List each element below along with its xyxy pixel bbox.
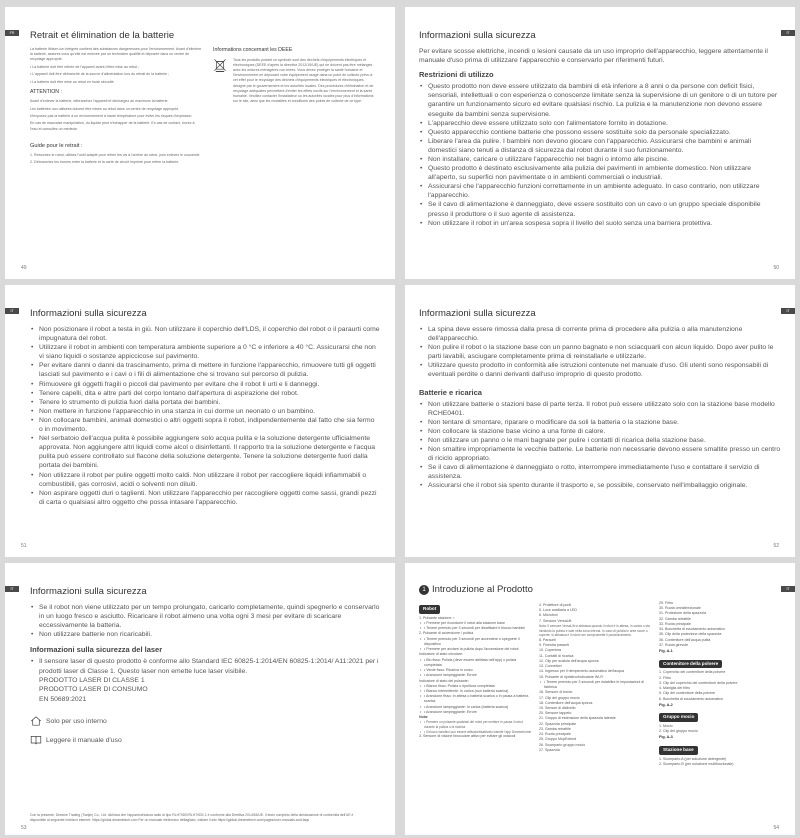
read-manual-label: Leggere il manuale d'uso [46,736,122,744]
paragraph: Avant d'enlever la batterie, débranchez l'appareil et déchargez au maximum la batterie. [30,99,169,104]
deee-paragraph: Tous les produits portant ce symbole sont des déchets d'équipements électriques et électroniques (DEEE d'après la directive 2012/19/UE) qui ne doivent pas être mélangés avec les ordures ménagères non triées. Vous devez protéger la santé humaine et l'environnement en déposant votre équipement usagé dans un point de collecte prévu à cet effet pour le recyclage des déchets d'équipements électriques et électroniques, désigné par le gouvernement et les autorités locales. Des procédures d'élimination et de recyclage adéquates permettent d'éviter les effets nocifs sur l'environnement et la santé humaine. Veuillez contacter l'installateur ou les autorités locales pour plus d'informations sur le site, ainsi que les modalités et conditions des points de collecte de ce type. [233,57,374,104]
part-item: 8. Paraurti [539,637,556,642]
note-label: Nota: [419,715,429,720]
part-item: 31. Protezione della spazzola [659,611,706,616]
language-tab: IT [781,30,795,36]
part-item: 23. Gamba retrattile [539,726,571,731]
list-item: • Per evitare danni o danni da trascinamento, prima di mettere in funzione l'apparecchio, rimuovere tutti gli oggetti lasciati sul pavimento e i cavi o i fili di alimentazione che si trovano sul percorso di pulizia. [30,361,380,379]
figure-label: Fig. A-2 [659,702,673,707]
part-item: 13. Connettori [539,664,562,669]
part-item: 14. Ingresso per il riempimento automatico dell'acqua [539,669,624,674]
read-manual-row [30,734,380,746]
list-item: • Tenere capelli, dita e altre parti del corpo lontano dall'apertura di aspirazione del robot. [30,389,380,398]
part-item: • • Arancione lampeggiante: Errore [419,710,532,715]
attention-heading: ATTENTION : [30,88,62,95]
list-item: • Non utilizzare il robot per pulire oggetti molto caldi. Non utilizzare il robot per raccogliere liquidi infiammabili o combustibili, gas corrosivi, acidi o solventi non diluiti. [30,471,380,489]
figure-label: Fig. A-1 [659,649,673,654]
part-item: • • Premere per ricondurre il robot alla stazione base [419,621,532,626]
laser-line: EN 50689:2021 [39,696,87,704]
list-item: • Se il cavo di alimentazione è danneggiato o rotto, interrompere immediatamente l'uso e contattare il servizio di assistenza. [419,463,781,481]
crossed-bin-icon [213,58,227,72]
guide-step: 2. Débranchez les bornes entre la batterie et la carte de circuit imprimé pour retirer la batterie. [30,160,180,165]
mop-assembly-label: Gruppo mocio [659,713,698,722]
part-item: • • Bianco intermittente: In carica (non batteria scarica) [419,689,532,694]
conformity-footer: Con la presente, Dreame Trading (Tianjin) Co., Ltd. dichiara che l'apparecchiatura radio di tipo RLH70DE/RLH70DE-1 è conforme alla Direttiva 2014/53/UE. Il testo completo della dichiarazione di conformità dell'UE è disponibile al seguente indirizzo internet: https://global.dreametech.com Per un manuale elettronico dettagliato, visitare il sito https://global.dreametech.com/pages/user-manuals-and-faqs [30,813,354,822]
part-item: Indicatore di stato del pulsante: [419,678,469,683]
manual-page-51 [5,285,395,557]
page-number: 54 [773,825,779,831]
safety-list [419,325,781,380]
safety-list [30,325,380,507]
list-item: • Non posizionare il robot a testa in giù. Non utilizzare il coperchio dell'LDS, il coperchio del robot o il paraurti come impugnatura del robot. [30,325,380,343]
laser-line: PRODOTTO LASER DI CLASSE 1 [39,676,145,684]
part-item: 6. Microfoni [539,613,558,618]
section-heading: Batterie e ricarica [419,387,482,397]
manual-page-53 [5,563,395,835]
list-item: • Se il cavo di alimentazione è danneggiato, deve essere sostituito con un cavo o un gruppo speciale disponibile presso il produttore o il suo agente di assistenza. [419,200,781,218]
list-item: • Non utilizzare batterie non ricaricabili. [30,630,380,639]
list-item: • Liberare l'area da pulire. I bambini non devono giocare con l'apparecchio. Assicurarsi che bambini e animali domestici siano tenuti a distanza di sicurezza dal robot durante il suo funzionamento. [419,137,781,155]
list-item: • Non mettere in funzione l'apparecchio in una stanza in cui dorme un neonato o un bambino. [30,407,380,416]
paragraph: La batterie lithium-ion intégrée contient des substances dangereuses pour l'environnement. Avant d'éliminer la batterie, assurez-vous qu'elle est enlevée par un technicien qualifié et déposée dans un centre de recyclage approprié. [30,47,202,62]
list-item: • Se il robot non viene utilizzato per un tempo prolungato, caricarlo completamente, quindi spegnerlo e conservarlo in un luogo fresco e asciutto. Ricaricare il robot almeno una volta ogni 3 mesi per evitare di scaricare eccessivamente la batteria. [30,603,380,630]
safety-text [419,325,781,491]
part-item: • • Arancione lampeggiante: Errore [419,673,532,678]
page-title-text: Introduzione al Prodotto [432,584,533,595]
part-item: 5. Luce ausiliaria a LED [539,608,577,613]
part-item: 6. Bocchetta di svuotamento automatico [659,696,723,701]
part-item: 1. Pulsante stazione ⌂ [419,615,455,620]
laser-list [30,657,380,675]
part-item: • • Tenere premuto per 3 secondi per ristabilire le impostazioni di fabbrica [539,680,653,690]
part-item: 9. Finestra paraurti [539,643,570,648]
part-item: 27. Spazzola [539,747,560,752]
guide-heading: Guide pour le retrait : [30,142,83,149]
part-item: 12. Clip per scatola dell'acqua sporca [539,658,599,663]
language-tab: FR [5,30,19,36]
laser-class-lines [39,676,380,706]
restrictions-list [419,82,781,228]
part-item: 36. Contenitore dell'acqua pulita [659,637,711,642]
page-number: 51 [21,543,27,549]
part-item: 22. Spazzola principale [539,721,577,726]
part-item: Indicatore di stato circolare: [419,652,463,657]
indoor-use-row [30,715,380,727]
page-title: Retrait et élimination de la batterie [30,30,175,41]
part-item: • • Tenere premuto per 3 secondi per disattivare il blocco bambini [419,626,532,631]
part-item: 11. Contatti di ricarica [539,653,574,658]
language-tab: IT [781,308,795,314]
part-item: • • Arancione fisso: In attesa o batteria scarica o in pausa a batteria scarica [419,694,532,704]
robot-label: Robot [419,605,440,614]
note-item: Nota: Il sensore VersaLift si abbassa quando il robot è in attesa, in carica o sta iniziando la pulizia e sale nella zona interna. In caso di pulizia in aree scure o coperte, si abbassa e il robot non compromette il posizionamento. [539,623,650,638]
manual-page-50 [405,7,795,279]
manual-page-52 [405,285,795,557]
part-item: 29. Filtro [659,601,673,605]
list-item: • Non collocare bambini, animali domestici o altri oggetti sopra il robot, indipendentemente dal fatto che sia fermo o in movimento. [30,416,380,434]
part-item: 32. Gamba retrattile [659,616,691,621]
safety-list [30,603,380,639]
part-item: 35. Clip della protezione della spazzola [659,632,722,637]
part-item: • • Arancione lampeggiante: In carica (batteria scarica) [419,705,532,710]
list-item: • Non utilizzare il robot in un'area sospesa sopra il livello del suolo senza una barriera protettiva. [419,219,781,228]
manual-page-49 [5,7,395,279]
part-item: 18. Contenitore dell'acqua sporca [539,700,593,705]
page-number: 50 [773,265,779,271]
list-item: • Non smaltire impropriamente le vecchie batterie. Le batterie non necessarie devono essere smaltite presso un centro di riciclo appropriato. [419,445,781,463]
paragraph: Les batteries non utilisées doivent être mises au rebut dans un centre de recyclage approprié. [30,106,180,111]
part-item: 4. Proiettore di punti [539,603,572,607]
page-title: Informazioni sulla sicurezza [419,308,536,319]
list-item: • Non pulire il robot o la stazione base con un panno bagnato e non sciacquarli con alcun liquido. Dopo aver pulito le parti lavabili, asciugare completamente prima di reinstallarle e utilizzarle. [419,343,781,361]
paragraph: • La batterie doit être mise au rebut en toute sécurité. [30,79,115,84]
laser-heading: Informazioni sulla sicurezza del laser [30,645,163,655]
paragraph: N'exposez pas la batterie à un environnement à haute température pour éviter les risques d'explosion. [30,114,193,119]
list-item: • Assicurarsi che il robot sia spento durante il trasporto e, se possibile, conservato nell'imballaggio originale. [419,481,781,490]
part-item: 24. Ruota principale [539,732,571,737]
manual-page-54 [405,563,795,835]
language-tab: IT [5,308,19,314]
list-item: • Questo apparecchio contiene batterie che possono essere sostituite solo da personale specializzato. [419,128,781,137]
part-item: 2. Clip del gruppo mocio [659,729,698,734]
intro-paragraph: Per evitare scosse elettriche, incendi o lesioni causate da un uso improprio dell'apparecchio, leggere attentamente il manuale d'uso prima di utilizzare l'apparecchio e conservarlo per riferimenti futuri. [419,48,768,65]
page-title: Informazioni sulla sicurezza [30,586,147,597]
part-item: 33. Ruota principale [659,621,691,626]
list-item: • L'apparecchio deve essere utilizzato solo con l'alimentatore fornito in dotazione. [419,119,781,128]
note-item: • • Il blocco bambini può essere attivato/disattivato tramite l'app Dreamehome [419,730,532,735]
page-title [419,584,533,595]
safety-text [30,603,380,746]
part-item: 34. Bocchetta di svuotamento automatico [659,627,725,632]
robot-parts-column-2 [539,603,653,753]
part-item: 17. Clip del gruppo mocio [539,695,580,700]
page-number: 49 [21,265,27,271]
part-item: 21. Gruppo di estensione della spazzola laterale [539,716,616,721]
list-item: • Non utilizzare un panno o le mani bagnate per pulire i contatti di ricarica della stazione base. [419,436,781,445]
section-number-badge: 1 [419,585,429,595]
list-item: • Tenere lo strumento di pulizia fuori dalla portata dei bambini. [30,398,380,407]
dust-bin-label: Contenitore della polvere [659,660,722,669]
part-item: 25. Gruppo MopExtend [539,737,577,742]
list-item: • Non collocare la stazione base vicino a una fonte di calore. [419,427,781,436]
part-item: • • Verde fisso: Ricarica in corso [419,668,532,673]
page-title: Informazioni sulla sicurezza [30,308,147,319]
components-column [659,601,779,767]
house-icon [30,715,42,727]
figure-label: Fig. A-3 [659,735,673,740]
list-item: • La spina deve essere rimossa dalla presa di corrente prima di procedere alla pulizia o alla manutenzione dell'apparecchio. [419,325,781,343]
part-item: 2. Filtro [659,675,671,680]
part-item: 3. Clip del coperchio del contenitore della polvere [659,680,738,685]
part-item: 37. Ruota girevole [659,642,689,647]
part-item: 20. Sensore tappeto [539,711,572,716]
part-item: • • Blu fisso: Pulizia (deve essere abilitata nell'app) o pulizia completata [419,658,532,668]
list-item: • Assicurarsi che l'apparecchio funzioni correttamente in un ambiente adeguato. In caso contrario, non utilizzare l'apparecchio. [419,182,781,200]
list-item: • Il sensore laser di questo prodotto è conforme allo Standard IEC 60825-1:2014/EN 60825-1:2014/ A11:2021 per i prodotti laser di Classe 1. Questo laser non emette luce laser visibile. [30,657,380,675]
guide-step: 1. Retournez le robot, utilisez l'outil adapté pour retirer les vis à l'arrière du robot, puis enlevez le couvercle. [30,153,201,157]
safety-text [30,325,380,507]
part-item: • • Tenere premuto per 3 secondi per accendere o spegnere il dispositivo [419,637,532,647]
list-item: • Non utilizzare batterie o stazioni base di parte terza. Il robot può essere utilizzato solo con la stazione base modello RCHE0401. [419,400,781,418]
laser-line: PRODOTTO LASER DI CONSUMO [39,686,148,694]
robot-parts-column [419,603,532,740]
part-item: 10. Copertura [539,648,561,653]
list-item: • Utilizzare questo prodotto in conformità alle istruzioni contenute nel manuale d'uso. Gli utenti sono responsabili di eventuali perdite o danni derivanti dall'uso improprio di questo prodotto. [419,361,781,379]
part-item: 7. Sensore VersaLift [539,618,572,623]
part-item: 16. Sensore di bordo [539,690,573,695]
list-item: • Nel serbatoio dell'acqua pulita è possibile aggiungere solo acqua pulita e la soluzione detergente ufficialmente approvata. Non aggiungere altri liquidi come alcol o disinfettanti. Il rapporto tra la soluzione detergente e l'acqua pulita può essere controllato sul flacone della soluzione detergente. Tenere la soluzione detergente fuori dalla portata dei bambini. [30,434,380,470]
part-item: 1. Scomparto A (per soluzione detergente) [659,756,727,761]
list-item: • Non tentare di smontare, riparare o modificare da soli la batteria o la stazione base. [419,418,781,427]
base-station-label: Stazione base [659,746,698,755]
section-heading: Restrizioni di utilizzo [419,70,494,80]
part-item: 1. Coperchio del contenitore della polvere [659,670,726,675]
page-title: Informazioni sulla sicurezza [419,30,536,41]
list-item: • Utilizzare il robot in ambienti con temperatura ambiente superiore a 0 °C e inferiore a 40 °C. Assicurarsi che non vi siano liquidi o sostanze appiccicose sul pavimento. [30,343,380,361]
part-item: 4. Maniglia del filtro [659,686,690,691]
list-item: • Questo prodotto non deve essere utilizzato da bambini di età inferiore a 8 anni o da persone con deficit fisici, sensoriali, intellettuali o con esperienza o conoscenze limitate senza la supervisione di un genitore o di un tutore per garantire un funzionamento sicuro ed evitare qualsiasi rischio. La pulizia e la manutenzione non devono essere eseguite da bambini senza supervisione. [419,82,781,118]
note-item: • • Premere un pulsante qualsiasi del robot per mettere in pausa il robot durante la pulizia o la ricarica [419,720,532,729]
battery-list [419,400,781,491]
deee-section [213,47,378,107]
page-number: 52 [773,543,779,549]
part-item: 5. Clip del contenitore della polvere [659,691,716,696]
indoor-use-label: Solo per uso interno [46,717,107,725]
battery-removal-text [30,47,202,168]
paragraph: • La batterie doit être retirée de l'appareil avant d'être mise au rebut ; [30,64,140,69]
part-item: • • Bianco fisso: Pulizia o ripulitura completata [419,684,532,689]
part-item: 2. Pulsante di accensione / pulizia [419,631,474,636]
part-item: 19. Sensori di dislivello [539,706,576,710]
list-item: • Questo prodotto è destinato esclusivamente alla pulizia dei pavimenti in ambiente domestico. Non utilizzare all'aperto, su superfici non pavimentate o in ambienti commerciali o industriali. [419,164,781,182]
part-item: 26. Scomparto gruppo mocio [539,742,586,747]
part-item: 15. Pulsante di ripristino/indicatore Wi-Fi [539,674,604,679]
list-item: • Non installare, caricare o utilizzare l'apparecchio nei bagni o intorno alle piscine. [419,155,781,164]
list-item: • Rimuovere gli oggetti fragili o piccoli dal pavimento per evitare che il robot li urti e li danneggi. [30,380,380,389]
safety-text [419,47,781,228]
part-item: 30. Ruota omnidirezionale [659,606,701,611]
part-item: 3. Sensore di visione binoculare attivo per evitare gli ostacoli [419,734,516,739]
language-tab: IT [781,586,795,592]
book-icon [30,734,42,746]
deee-heading: Informations concernant les DEEE [213,47,293,53]
paragraph: En cas de mauvaise manipulation, du liquide peut s'échapper de la batterie. En cas de contact, rincez à l'eau et consultez un médecin. [30,121,195,131]
part-item: 2. Scomparto B (per soluzione multifunzionale) [659,761,734,766]
page-number: 53 [21,825,27,831]
part-item: 1. Mocio [659,723,673,728]
list-item: • Non aspirare oggetti duri o taglienti. Non utilizzare l'apparecchio per raccogliere oggetti come sassi, grandi pezzi di carta o qualsiasi altro oggetto che possa intasare l'apparecchio. [30,489,380,507]
part-item: • • Premere per avviare la pulizia dopo l'accensione del robot [419,647,532,652]
language-tab: IT [5,586,19,592]
paragraph: • L'appareil doit être débranché de la source d'alimentation lors du retrait de la batterie ; [30,72,170,77]
